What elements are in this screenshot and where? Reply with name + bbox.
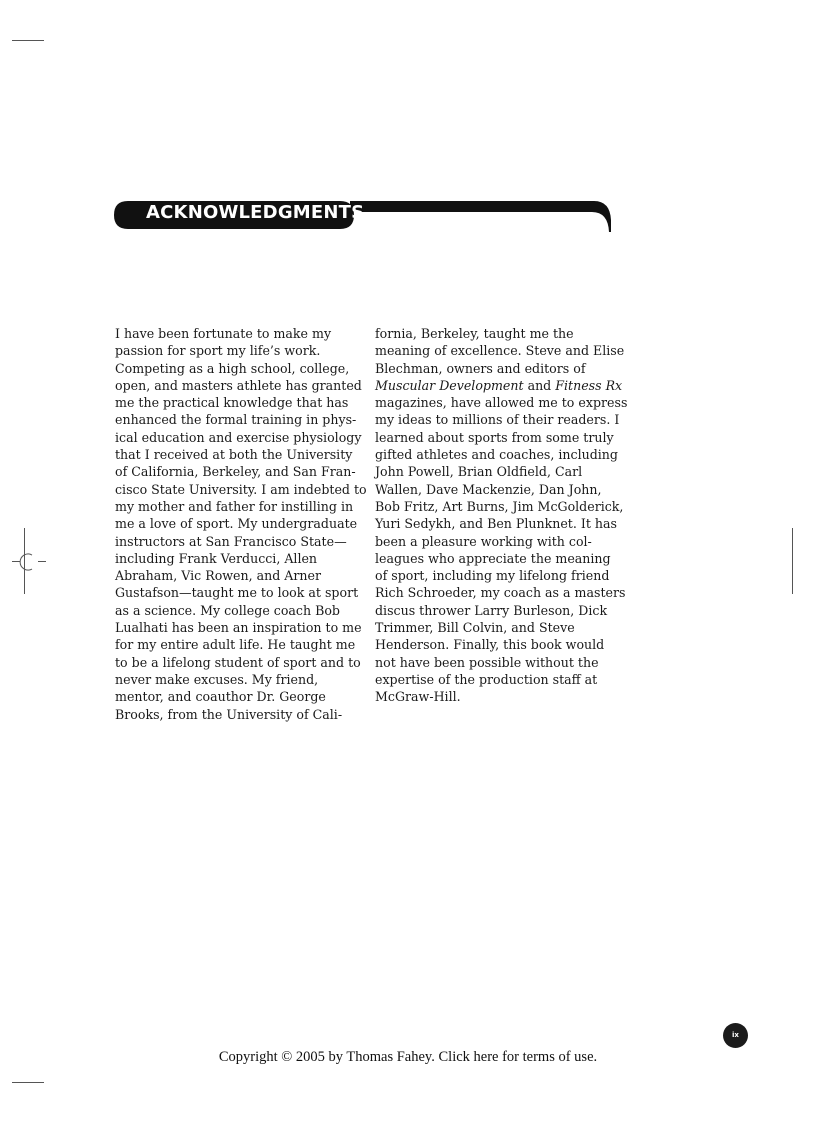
text-line: not have been possible without the: [375, 654, 599, 670]
magazine-title-italic: Muscular Development: [375, 377, 524, 393]
text-line: leagues who appreciate the meaning: [375, 550, 611, 566]
text-line: been a pleasure working with col-: [375, 533, 592, 549]
text-line: Henderson. Finally, this book would: [375, 637, 605, 653]
text-line: Wallen, Dave Mackenzie, Dan John,: [375, 481, 602, 497]
text-line: as a science. My college coach Bob: [115, 602, 340, 618]
body-column-left: [115, 325, 367, 723]
text-line: of California, Berkeley, and San Fran-: [115, 464, 356, 480]
text-line: to be a lifelong student of sport and to: [115, 654, 361, 670]
text-line: instructors at San Francisco State—: [115, 533, 347, 549]
chapter-header-banner: [114, 198, 612, 234]
text-line: I have been fortunate to make my: [115, 326, 332, 341]
joiner-text: and: [523, 377, 556, 393]
magazine-title-italic: Fitness Rx: [555, 377, 623, 393]
text-line: Rich Schroeder, my coach as a masters: [375, 585, 626, 601]
text-line: fornia, Berkeley, taught me the: [375, 326, 574, 341]
text-line: Lualhati has been an inspiration to me: [115, 620, 362, 636]
text-line-mixed: [375, 377, 623, 394]
text-line: John Powell, Brian Oldfield, Carl: [375, 464, 583, 480]
text-line: enhanced the formal training in phys-: [115, 412, 357, 428]
text-line: Yuri Sedykh, and Ben Plunknet. It has: [375, 516, 617, 532]
text-line: for my entire adult life. He taught me: [115, 637, 356, 653]
text-line: Competing as a high school, college,: [115, 360, 350, 376]
text-line: magazines, have allowed me to express: [375, 395, 628, 411]
text-line: including Frank Verducci, Allen: [115, 550, 318, 566]
text-line: mentor, and coauthor Dr. George: [115, 689, 326, 705]
text-line: cisco State University. I am indebted to: [115, 481, 367, 497]
text-line: ical education and exercise physiology: [115, 429, 362, 445]
registration-circle-icon: [18, 552, 38, 572]
crop-mark-top-left: [12, 40, 44, 41]
text-line: Trimmer, Bill Colvin, and Steve: [375, 620, 575, 636]
crop-mark-bottom-left: [12, 1082, 44, 1083]
text-line: learned about sports from some truly: [375, 429, 614, 445]
text-line: that I received at both the University: [115, 447, 353, 463]
page-title: ACKNOWLEDGMENTS: [146, 202, 365, 223]
text-line: meaning of excellence. Steve and Elise: [375, 343, 625, 359]
text-line: my ideas to millions of their readers. I: [375, 412, 620, 428]
text-line: Brooks, from the University of Cali-: [115, 706, 343, 722]
text-line: me the practical knowledge that has: [115, 395, 349, 411]
text-line: expertise of the production staff at: [375, 671, 598, 687]
registration-tick-right: [38, 561, 46, 562]
text-line: never make excuses. My friend,: [115, 671, 319, 687]
text-line: Gustafson—taught me to look at sport: [115, 585, 359, 601]
text-line: Blechman, owners and editors of: [375, 360, 586, 376]
text-line: gifted athletes and coaches, including: [375, 447, 618, 463]
text-line: Bob Fritz, Art Burns, Jim McGolderick,: [375, 498, 624, 514]
text-line: me a love of sport. My undergraduate: [115, 516, 358, 532]
text-line: McGraw-Hill.: [375, 689, 461, 705]
text-line: passion for sport my life’s work.: [115, 343, 321, 359]
copyright-terms-link[interactable]: Copyright © 2005 by Thomas Fahey. Click here for terms of use.: [218, 1049, 598, 1065]
text-line: of sport, including my lifelong friend: [375, 568, 610, 584]
text-line: open, and masters athlete has granted: [115, 377, 362, 393]
page-number-badge: ix: [723, 1023, 748, 1048]
registration-line-right: [792, 528, 793, 594]
text-line: Abraham, Vic Rowen, and Arner: [115, 568, 322, 584]
text-line: discus thrower Larry Burleson, Dick: [375, 602, 608, 618]
text-line: my mother and father for instilling in: [115, 498, 354, 514]
body-column-right: [375, 325, 628, 706]
